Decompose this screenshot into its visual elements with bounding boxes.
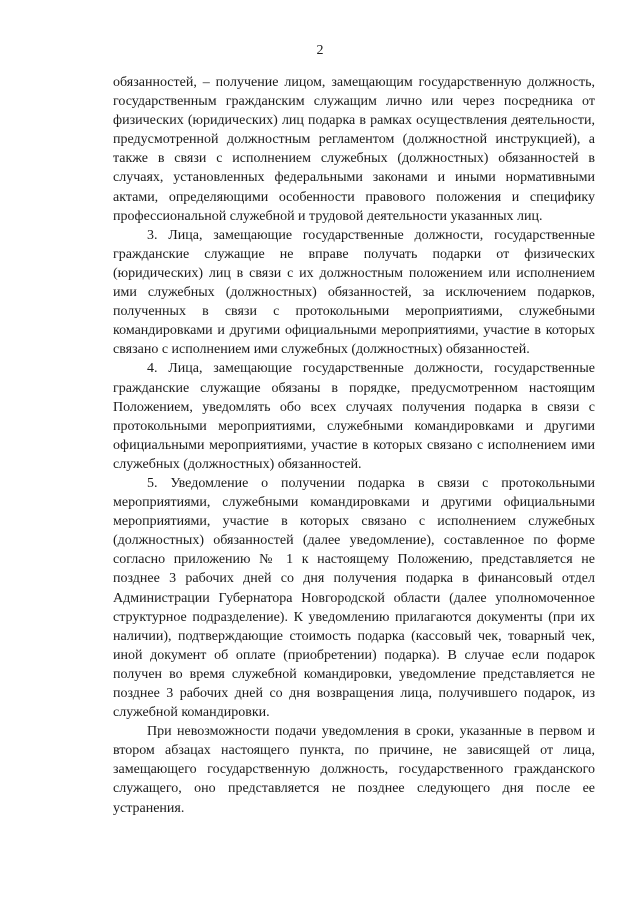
document-body bbox=[113, 73, 595, 818]
paragraph-continuation: обязанностей, – получение лицом, замещающим государственную должность, государственным гражданским служащим лично или через посредника от физических (юридических) лиц подарка в рамках осуществления деятельности, предусмотренной должностным регламентом (должностной инструкцией), а также в связи с исполнением служебных (должностных) обязанностей в случаях, установленных федеральными законами и иными нормативными актами, определяющими особенности правового положения и специфику профессиональной служебной и трудовой деятельности указанных лиц. bbox=[113, 75, 595, 224]
paragraph-item-3: 3. Лица, замещающие государственные должности, государственные гражданские служащие не вправе получать подарки от физических (юридических) лиц в связи с их должностным положением или исполнением ими служебных (должностных) обязанностей, за исключением подарков, полученных в связи с протокольными мероприятиями, служебными командировками и другими официальными мероприятиями, участие в которых связано с исполнением ими служебных (должностных) обязанностей. bbox=[113, 227, 595, 358]
paragraph-item-4: 4. Лица, замещающие государственные должности, государственные гражданские служащие обязаны в порядке, предусмотренном настоящим Положением, уведомлять обо всех случаях получения подарка в связи с протокольными мероприятиями, служебными командировками и другими официальными мероприятиями, участие в которых связано с исполнением ими служебных (должностных) обязанностей. bbox=[113, 361, 595, 472]
paragraph-item-5-note: При невозможности подачи уведомления в сроки, указанные в первом и втором абзацах настоящего пункта, по причине, не зависящей от лица, замещающего государственную должность, государственного гражданского служащего, оно представляется не позднее следующего дня после ее устранения. bbox=[113, 724, 595, 816]
paragraph-item-5: 5. Уведомление о получении подарка в связи с протокольными мероприятиями, служебными командировками и другими официальными мероприятиями, участие в которых связано с исполнением служебных (должностных) обязанностей (далее уведомление), составленное по форме согласно приложению № 1 к настоящему Положению, представляется не позднее 3 рабочих дней со дня получения подарка в финансовый отдел Администрации Губернатора Новгородской области (далее уполномоченное структурное подразделение). К уведомлению прилагаются документы (при их наличии), подтверждающие стоимость подарка (кассовый чек, товарный чек, иной документ об оплате (приобретении) подарка). В случае если подарок получен во время служебной командировки, уведомление представляется не позднее 3 рабочих дней со дня возвращения лица, получившего подарок, из служебной командировки. bbox=[113, 475, 595, 721]
page-number: 2 bbox=[316, 43, 324, 58]
